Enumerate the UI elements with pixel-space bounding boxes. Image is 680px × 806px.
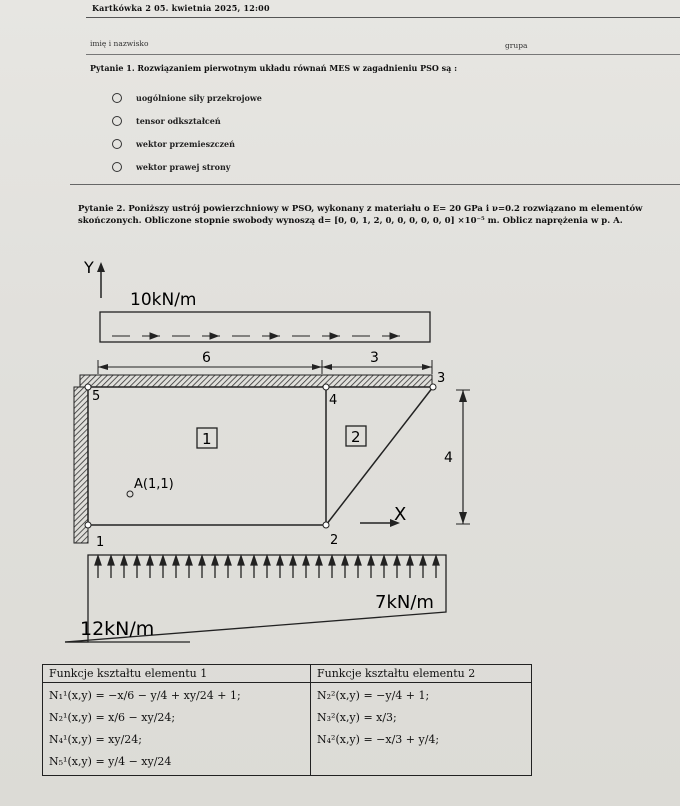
load-arrow-head: [186, 556, 192, 565]
dimension-3-label: 3: [370, 350, 379, 366]
load-arrow-head: [277, 556, 283, 565]
node-label-3: 3: [437, 371, 446, 386]
element-1-functions: [43, 683, 311, 776]
shape-function-N5-1: N₅¹(x,y) = y/4 − xy/24: [49, 755, 172, 768]
load-arrow-head: [238, 556, 244, 565]
load-arrow-head: [121, 556, 127, 565]
dimension-4-label: 4: [444, 450, 453, 466]
option-3[interactable]: [112, 132, 262, 155]
shape-function-N2-2: N₂²(x,y) = −y/4 + 1;: [317, 689, 430, 702]
question-1-text: Pytanie 1. Rozwiązaniem pierwotnym układu równań MES w zagadnieniu PSO są :: [90, 63, 458, 73]
option-4[interactable]: [112, 155, 262, 178]
load-arrow-head: [225, 556, 231, 565]
point-a-label: A(1,1): [134, 477, 174, 492]
load-arrow-head: [420, 556, 426, 565]
radio-icon[interactable]: [112, 116, 122, 126]
y-axis-arrow: [97, 262, 105, 272]
load-arrow-head: [199, 556, 205, 565]
shape-function-N2-1: N₂¹(x,y) = x/6 − xy/24;: [49, 711, 176, 724]
node-4: [323, 384, 329, 390]
node-label-2: 2: [330, 533, 339, 548]
node-2: [323, 522, 329, 528]
load-arrow-head: [160, 556, 166, 565]
load-arrow-head: [342, 556, 348, 565]
element-2-functions: [311, 683, 532, 776]
radio-icon[interactable]: [112, 139, 122, 149]
load-arrow-head: [290, 556, 296, 565]
load-arrow-head: [303, 556, 309, 565]
x-axis-label: X: [394, 504, 407, 525]
top-load-label: 10kN/m: [130, 290, 197, 310]
node-label-1: 1: [96, 535, 105, 550]
shape-function-N1-1: N₁¹(x,y) = −x/6 − y/4 + xy/24 + 1;: [49, 689, 241, 702]
bottom-load-arrows: [95, 556, 439, 578]
radio-icon[interactable]: [112, 162, 122, 172]
load-arrow-head: [108, 556, 114, 565]
point-a-marker: [127, 491, 133, 497]
node-label-5: 5: [92, 389, 101, 404]
name-label: imię i nazwisko: [90, 39, 149, 48]
load-arrow-head: [355, 556, 361, 565]
section-divider: [70, 184, 680, 185]
left-support-hatch: [74, 387, 88, 543]
structure-figure: [0, 250, 680, 670]
group-label: grupa: [505, 41, 528, 50]
option-label: tensor odkształceń: [136, 115, 221, 126]
load-arrow-head: [134, 556, 140, 565]
load-left-label: 12kN/m: [80, 618, 155, 640]
table-header-element-1: Funkcje kształtu elementu 1: [43, 665, 311, 683]
load-arrow-head: [147, 556, 153, 565]
top-support-hatch: [80, 375, 432, 387]
node-5: [85, 384, 91, 390]
option-label: wektor prawej strony: [136, 161, 231, 172]
load-arrow-head: [433, 556, 439, 565]
load-arrow-head: [316, 556, 322, 565]
load-arrow-head: [394, 556, 400, 565]
load-arrow-head: [95, 556, 101, 565]
element-1-label: 1: [202, 430, 212, 448]
radio-icon[interactable]: [112, 93, 122, 103]
table-header-element-2: Funkcje kształtu elementu 2: [311, 665, 532, 683]
node-1: [85, 522, 91, 528]
node-label-4: 4: [329, 393, 338, 408]
load-arrow-head: [381, 556, 387, 565]
load-arrow-head: [368, 556, 374, 565]
header-divider: [86, 17, 680, 18]
load-arrow-head: [251, 556, 257, 565]
shape-functions-table: [42, 664, 532, 776]
load-arrow-head: [212, 556, 218, 565]
quiz-header: Kartkówka 2 05. kwietnia 2025, 12:00: [92, 3, 270, 13]
load-arrow-head: [329, 556, 335, 565]
y-axis-label: Y: [84, 258, 94, 277]
load-arrow-head: [173, 556, 179, 565]
question-1-options: [112, 86, 262, 178]
question-2-text: Pytanie 2. Poniższy ustrój powierzchniowy w PSO, wykonany z materiału o E= 20 GPa i ν=0.2 rozwiązano m elementów skończonych. Obliczone stopnie swobody wynoszą d= [0, 0, 1, 2, 0, 0, 0, 0, 0, 0] ×10⁻⁵ m. Oblicz naprężenia w p. A.: [78, 204, 643, 226]
shape-function-N4-2: N₄²(x,y) = −x/3 + y/4;: [317, 733, 440, 746]
load-right-label: 7kN/m: [375, 592, 434, 613]
option-1[interactable]: [112, 86, 262, 109]
shape-function-N4-1: N₄¹(x,y) = xy/24;: [49, 733, 142, 746]
dimension-6-label: 6: [202, 350, 211, 366]
load-arrow-head: [264, 556, 270, 565]
node-3: [430, 384, 436, 390]
option-label: wektor przemieszczeń: [136, 138, 235, 149]
name-underline: [86, 54, 680, 55]
option-label: uogólnione siły przekrojowe: [136, 92, 262, 103]
load-arrow-head: [407, 556, 413, 565]
shape-function-N3-2: N₃²(x,y) = x/3;: [317, 711, 397, 724]
option-2[interactable]: [112, 109, 262, 132]
element-2-label: 2: [351, 428, 361, 446]
top-load-arrows: [112, 333, 400, 339]
